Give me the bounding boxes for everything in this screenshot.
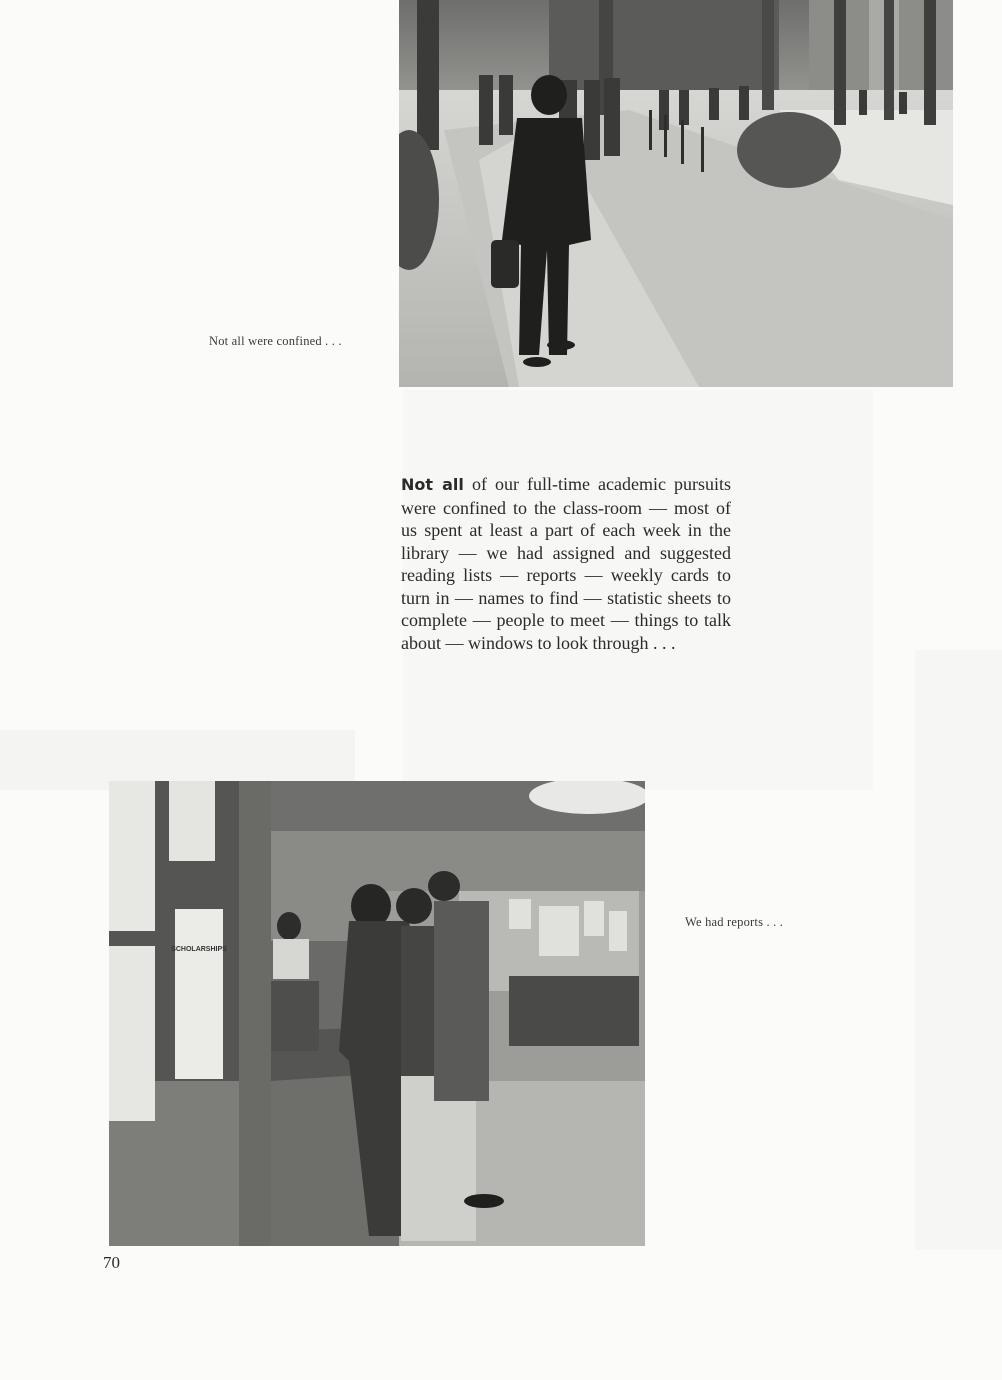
article-text: of our full-time academic pursuits were confined to the class-room — most of us spent at least a part of each week in the library — we had assigned and suggested reading lists — reports — weekly cards to turn in — names to find — statistic sheets to complete — people to meet — things to talk about — windows to look through . . . — [401, 474, 731, 653]
poster-text: SCHOLARSHIPS — [171, 946, 227, 953]
article-body — [401, 473, 731, 654]
library-desk-photo — [109, 781, 645, 1246]
caption-bottom: We had reports . . . — [685, 915, 784, 929]
caption-top: Not all were confined . . . — [209, 334, 342, 348]
scan-shadow — [915, 650, 1002, 1250]
page-number: 70 — [103, 1253, 120, 1272]
article-lead: Not all — [401, 475, 464, 494]
campus-walk-photo — [399, 0, 953, 387]
